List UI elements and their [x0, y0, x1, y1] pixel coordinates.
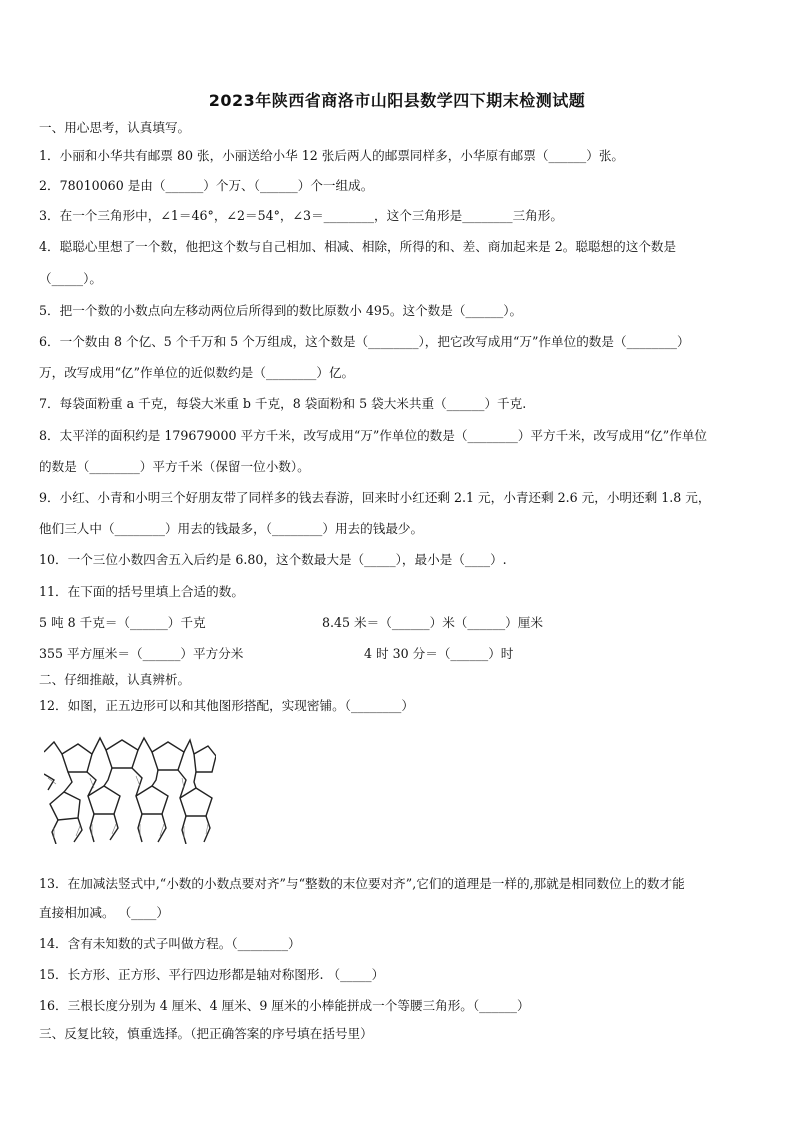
question-10: 10．一个三位小数四舍五入后约是 6.80，这个数最大是（_____），最小是（____）. [39, 552, 507, 567]
question-11: 11．在下面的括号里填上合适的数。 [39, 584, 244, 599]
question-12: 12．如图，正五边形可以和其他图形搭配，实现密铺。（________） [39, 698, 414, 713]
section-3-heading: 三、反复比较，慎重选择。（把正确答案的序号填在括号里） [39, 1026, 373, 1041]
question-6-line-2: 万，改写成用“亿”作单位的近似数约是（________）亿。 [39, 365, 355, 380]
section-1-heading: 一、用心思考，认真填写。 [39, 120, 191, 135]
pentagon-tiling-figure [44, 734, 216, 844]
question-5: 5．把一个数的小数点向左移动两位后所得到的数比原数小 495。这个数是（______）。 [39, 303, 523, 318]
question-7: 7．每袋面粉重 a 千克，每袋大米重 b 千克，8 袋面粉和 5 袋大米共重（______）千克. [39, 396, 527, 411]
question-4-line-1: 4．聪聪心里想了一个数，他把这个数与自己相加、相减、相除，所得的和、差、商加起来是 2。聪聪想的这个数是 [39, 239, 677, 254]
question-11-item-2: 8.45 米＝（______）米（______）厘米 [322, 615, 543, 630]
question-13-line-1: 13．在加减法竖式中,“小数的小数点要对齐”与“整数的末位要对齐”,它们的道理是一样的,那就是相同数位上的数才能 [39, 876, 685, 891]
page-title: 2023年陕西省商洛市山阳县数学四下期末检测试题 [208, 91, 586, 110]
question-8-line-1: 8．太平洋的面积约是 179679000 平方千米，改写成用“万”作单位的数是（________）平方千米，改写成用“亿”作单位 [39, 428, 708, 443]
question-16: 16．三根长度分别为 4 厘米、4 厘米、9 厘米的小棒能拼成一个等腰三角形。（______） [39, 998, 530, 1013]
question-8-line-2: 的数是（________）平方千米（保留一位小数）。 [39, 459, 310, 474]
question-9-line-1: 9．小红、小青和小明三个好朋友带了同样多的钱去春游，回来时小红还剩 2.1 元，小青还剩 2.6 元，小明还剩 1.8 元， [39, 490, 711, 505]
question-6-line-1: 6．一个数由 8 个亿、5 个千万和 5 个万组成，这个数是（________），把它改写成用“万”作单位的数是（________） [39, 334, 690, 349]
pentagon-tiling-lines [44, 738, 216, 844]
question-15: 15．长方形、正方形、平行四边形都是轴对称图形. （_____） [39, 967, 385, 982]
question-11-item-4: 4 时 30 分＝（______）时 [364, 646, 514, 661]
question-4-line-2: （_____）。 [39, 271, 102, 286]
question-14: 14．含有未知数的式子叫做方程。（________） [39, 936, 301, 951]
question-13-line-2: 直接相加减。 （____） [39, 905, 169, 920]
question-2: 2．78010060 是由（______）个万、（______）个一组成。 [39, 178, 374, 193]
question-3: 3．在一个三角形中，∠1＝46°，∠2＝54°，∠3＝________，这个三角形是________三角形。 [39, 208, 563, 223]
question-11-item-1: 5 吨 8 千克＝（______）千克 [39, 615, 206, 630]
question-1: 1．小丽和小华共有邮票 80 张，小丽送给小华 12 张后两人的邮票同样多，小华原有邮票（______）张。 [39, 148, 625, 163]
question-11-item-3: 355 平方厘米＝（______）平方分米 [39, 646, 244, 661]
question-9-line-2: 他们三人中（________）用去的钱最多，（________）用去的钱最少。 [39, 521, 424, 536]
section-2-heading: 二、仔细推敲，认真辨析。 [39, 672, 191, 687]
